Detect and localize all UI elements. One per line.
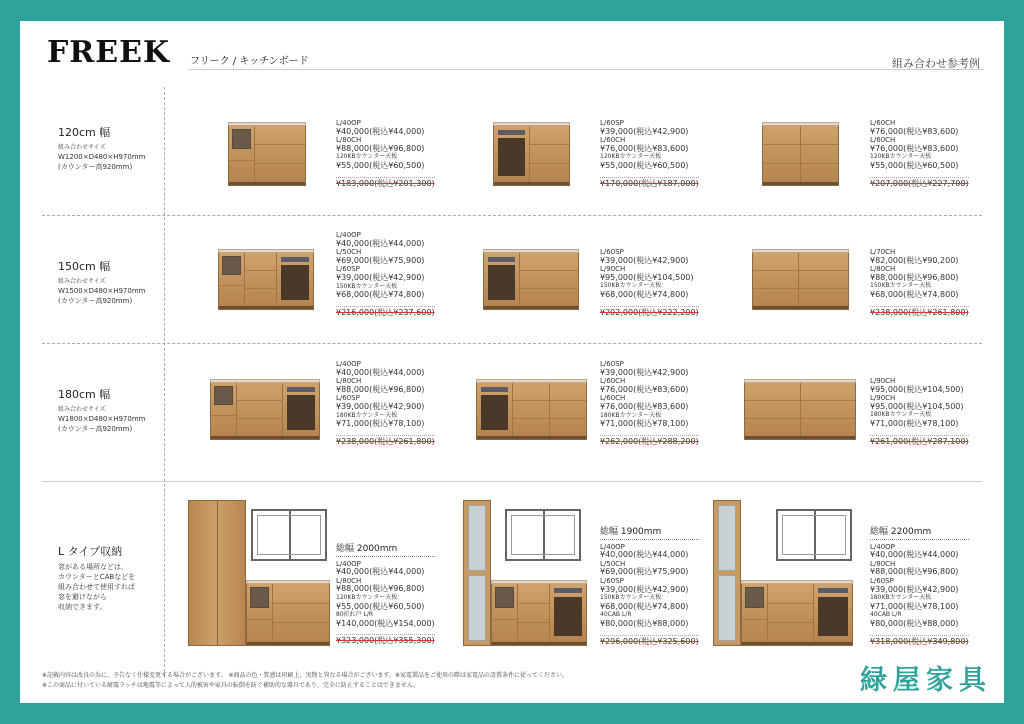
item-code: L/60SP	[600, 360, 624, 368]
item-price: ¥95,000(税込¥104,500)	[600, 272, 694, 282]
row-note: (カウンター高920mm)	[58, 297, 133, 305]
combo-spec	[870, 248, 969, 317]
ltype-desc: 組み合わせて使用すれば	[58, 583, 135, 591]
combo-spec	[600, 248, 699, 317]
item-code: L/90CH	[870, 377, 896, 385]
item-code: L/60CH	[600, 377, 626, 386]
item-price: ¥88,000(税込¥96,800)	[870, 567, 959, 577]
row-sub: 組み合わせサイズ	[58, 278, 106, 285]
total-price: ¥183,000(税込¥201,300)	[336, 178, 435, 188]
extra-price: ¥140,000(税込¥154,000)	[336, 618, 435, 628]
section-label: 組み合わせ参考例	[892, 57, 980, 70]
item-code: L/60CH	[600, 394, 626, 403]
counter-price: ¥68,000(税込¥74,800)	[600, 601, 689, 611]
cabinet-image	[246, 583, 330, 646]
total-width: 総幅 2000mm	[336, 545, 435, 557]
cabinet-image	[491, 583, 587, 646]
page-subtitle: フリーク / キッチンボード	[190, 56, 309, 67]
item-price: ¥95,000(税込¥104,500)	[870, 401, 964, 411]
counter-price: ¥71,000(税込¥78,100)	[870, 418, 959, 428]
row-label-150	[58, 258, 158, 306]
item-price: ¥40,000(税込¥44,000)	[336, 126, 425, 136]
combo-spec	[600, 360, 699, 446]
combo-spec	[600, 528, 699, 646]
row-divider	[42, 343, 982, 344]
item-code: L/60SP	[336, 265, 360, 274]
row-sub: 組み合わせサイズ	[58, 144, 106, 151]
total-price: ¥323,000(税込¥355,300)	[336, 636, 435, 646]
row-note: (カウンター高920mm)	[58, 163, 133, 171]
item-price: ¥40,000(税込¥44,000)	[870, 550, 959, 560]
window-illustration	[776, 509, 852, 561]
item-code: L/50CH	[600, 559, 626, 568]
item-code: L/60SP	[600, 248, 624, 256]
row-divider	[42, 481, 982, 482]
cabinet-image	[218, 252, 314, 310]
counter-name: 180KBカウンター天板	[870, 411, 932, 419]
extra-name: 80折れ戸 L/R	[336, 611, 374, 619]
counter-price: ¥68,000(税込¥74,800)	[870, 289, 959, 299]
item-price: ¥40,000(税込¥44,000)	[336, 238, 425, 248]
cabinet-image	[493, 125, 570, 186]
folding-door-cabinet	[188, 500, 246, 646]
total-price: ¥216,000(税込¥237,600)	[336, 307, 435, 317]
row-dims: W1200×D480×H970mm	[58, 153, 146, 161]
total-price: ¥318,000(税込¥349,800)	[870, 636, 969, 646]
item-price: ¥40,000(税込¥44,000)	[336, 367, 425, 377]
total-price: ¥262,000(税込¥288,200)	[600, 436, 699, 446]
cab-tall-cabinet	[713, 500, 741, 646]
item-price: ¥88,000(税込¥96,800)	[870, 272, 959, 282]
combo-spec	[600, 119, 699, 188]
total-price: ¥238,000(税込¥261,800)	[870, 307, 969, 317]
item-code: L/80CH	[336, 576, 362, 585]
item-code: L/40OP	[600, 542, 625, 551]
item-price: ¥39,000(税込¥42,900)	[870, 584, 959, 594]
item-code: L/90CH	[600, 265, 626, 274]
counter-price: ¥55,000(税込¥60,500)	[336, 160, 425, 170]
item-code: L/40OP	[336, 231, 361, 239]
item-price: ¥88,000(税込¥96,800)	[336, 584, 425, 594]
row-title: 150cm 幅	[58, 260, 111, 273]
counter-price: ¥55,000(税込¥60,500)	[600, 160, 689, 170]
total-price: ¥238,000(税込¥261,800)	[336, 436, 435, 446]
counter-price: ¥71,000(税込¥78,100)	[336, 419, 425, 429]
column-divider	[164, 87, 165, 677]
total-width: 総幅 2200mm	[870, 528, 969, 540]
item-price: ¥69,000(税込¥75,900)	[600, 567, 689, 577]
item-price: ¥88,000(税込¥96,800)	[336, 143, 425, 153]
extra-price: ¥80,000(税込¥88,000)	[870, 618, 959, 628]
item-code: L/80CH	[336, 377, 362, 386]
ltype-desc: カウンターとCABなどを	[58, 573, 136, 581]
row-label-ltype	[58, 543, 158, 612]
row-label-180	[58, 386, 158, 434]
counter-price: ¥68,000(税込¥74,800)	[336, 290, 425, 300]
footnotes	[42, 671, 568, 691]
cab-tall-cabinet	[463, 500, 491, 646]
combo-spec	[336, 360, 435, 446]
counter-price: ¥68,000(税込¥74,800)	[600, 289, 689, 299]
cabinet-image	[476, 382, 587, 440]
counter-price: ¥55,000(税込¥60,500)	[336, 601, 425, 611]
item-price: ¥82,000(税込¥90,200)	[870, 255, 959, 265]
counter-price: ¥55,000(税込¥60,500)	[870, 160, 959, 170]
combo-spec	[336, 545, 435, 646]
ltype-desc: 窓を避けながら	[58, 593, 107, 601]
item-price: ¥95,000(税込¥104,500)	[870, 384, 964, 394]
total-price: ¥207,000(税込¥227,700)	[870, 178, 969, 188]
extra-name: 40CAB L/R	[870, 611, 902, 619]
cabinet-image	[741, 583, 853, 646]
counter-name: 120KBカウンター天板	[336, 593, 398, 601]
counter-name: 150KBカウンター天板	[600, 282, 662, 290]
counter-name: 150KBカウンター天板	[600, 594, 662, 602]
combo-spec	[336, 119, 435, 188]
counter-name: 120KBカウンター天板	[870, 153, 932, 161]
item-code: L/60SP	[600, 576, 624, 585]
item-price: ¥69,000(税込¥75,900)	[336, 255, 425, 265]
counter-name: 180KBカウンター天板	[870, 594, 932, 602]
combo-spec	[870, 528, 969, 646]
item-code: L/50CH	[336, 248, 362, 257]
item-price: ¥40,000(税込¥44,000)	[600, 550, 689, 560]
cabinet-image	[228, 125, 306, 186]
cabinet-image	[744, 382, 856, 440]
item-code: L/60CH	[870, 119, 896, 127]
row-title: 120cm 幅	[58, 126, 111, 139]
item-price: ¥39,000(税込¥42,900)	[336, 272, 425, 282]
counter-name: 180KBカウンター天板	[336, 411, 398, 419]
item-price: ¥76,000(税込¥83,600)	[870, 143, 959, 153]
footnote: ※記載内容は改良の為に、予告なく仕様変更する場合がございます。 ※商品の色・質感は印刷上、実物と異なる場合がございます。※家電製品をご使用の際は家電品の設置条件に従ってください。	[42, 672, 569, 679]
item-price: ¥40,000(税込¥44,000)	[336, 567, 425, 577]
window-illustration	[505, 509, 581, 561]
row-dims: W1500×D480×H970mm	[58, 287, 146, 295]
company-logo: 緑屋家具	[860, 665, 992, 696]
item-price: ¥39,000(税込¥42,900)	[336, 401, 425, 411]
ltype-desc: 窓がある場所などは、	[58, 563, 128, 571]
row-title: 180cm 幅	[58, 388, 111, 401]
item-code: L/80CH	[336, 136, 362, 145]
combo-spec	[336, 231, 435, 317]
counter-name: 120KBカウンター天板	[600, 153, 662, 161]
item-code: L/90CH	[870, 394, 896, 403]
item-code: L/60SP	[600, 119, 624, 127]
item-code: L/80CH	[870, 559, 896, 568]
total-price: ¥261,000(税込¥287,100)	[870, 436, 969, 446]
counter-price: ¥71,000(税込¥78,100)	[600, 419, 689, 429]
brand-title: FREEK	[47, 35, 171, 70]
footnote: ※この商品に付いている耐震ラッチは地震等によって人的被害や家具の転倒を防ぐ補助的な器具であり、完全に防止することはできません。	[42, 682, 420, 689]
page-frame	[20, 21, 1004, 703]
combo-spec	[870, 377, 969, 446]
item-price: ¥76,000(税込¥83,600)	[600, 143, 689, 153]
item-price: ¥39,000(税込¥42,900)	[600, 126, 689, 136]
counter-price: ¥71,000(税込¥78,100)	[870, 601, 959, 611]
row-dims: W1800×D480×H970mm	[58, 415, 146, 423]
item-code: L/60SP	[336, 394, 360, 403]
counter-name: 120KBカウンター天板	[336, 153, 398, 161]
item-code: L/60CH	[870, 136, 896, 145]
total-price: ¥202,000(税込¥222,200)	[600, 307, 699, 317]
item-code: L/40OP	[336, 360, 361, 368]
item-code: L/60SP	[870, 576, 894, 585]
extra-name: 40CAB L/R	[600, 611, 632, 619]
counter-name: 180KBカウンター天板	[600, 411, 662, 419]
extra-price: ¥80,000(税込¥88,000)	[600, 618, 689, 628]
item-price: ¥76,000(税込¥83,600)	[600, 384, 689, 394]
total-width: 総幅 1900mm	[600, 528, 699, 540]
item-code: L/60CH	[600, 136, 626, 145]
item-price: ¥39,000(税込¥42,900)	[600, 584, 689, 594]
item-code: L/40OP	[336, 119, 361, 127]
window-illustration	[251, 509, 327, 561]
item-code: L/40OP	[870, 542, 895, 551]
row-note: (カウンター高920mm)	[58, 425, 133, 433]
counter-name: 150KBカウンター天板	[870, 282, 932, 290]
row-title: L タイプ収納	[58, 545, 123, 558]
ltype-desc: 収納できます。	[58, 603, 107, 611]
total-price: ¥296,000(税込¥325,600)	[600, 636, 699, 646]
item-price: ¥39,000(税込¥42,900)	[600, 255, 689, 265]
row-sub: 組み合わせサイズ	[58, 406, 106, 413]
item-code: L/40OP	[336, 559, 361, 568]
row-label-120	[58, 124, 158, 172]
cabinet-image	[752, 252, 849, 310]
item-price: ¥39,000(税込¥42,900)	[600, 367, 689, 377]
item-price: ¥88,000(税込¥96,800)	[336, 384, 425, 394]
item-code: L/70CH	[870, 248, 896, 256]
counter-name: 150KBカウンター天板	[336, 282, 398, 290]
total-price: ¥170,000(税込¥187,000)	[600, 178, 699, 188]
item-price: ¥76,000(税込¥83,600)	[870, 126, 959, 136]
cabinet-image	[762, 125, 839, 186]
header-divider	[188, 69, 984, 70]
cabinet-image	[210, 382, 320, 440]
item-code: L/80CH	[870, 265, 896, 274]
row-divider	[42, 215, 982, 216]
combo-spec	[870, 119, 969, 188]
item-price: ¥76,000(税込¥83,600)	[600, 401, 689, 411]
cabinet-image	[483, 252, 579, 310]
